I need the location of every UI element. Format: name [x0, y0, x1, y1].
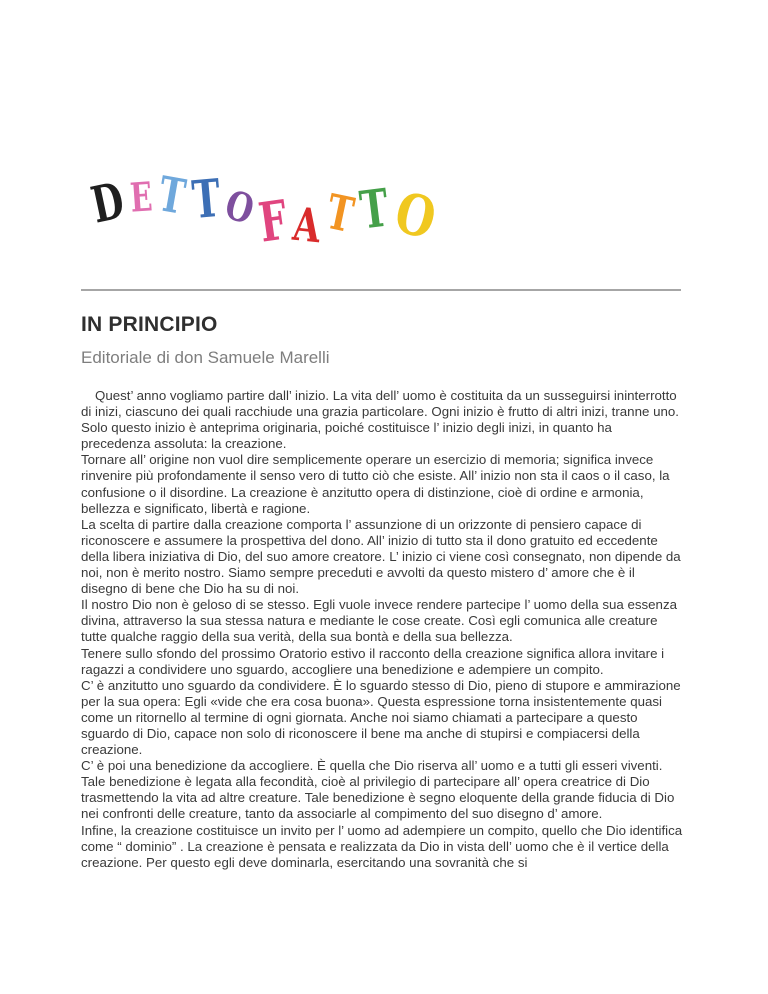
logo-letter: O — [388, 179, 442, 253]
logo-letter: F — [255, 187, 292, 255]
page-title: IN PRINCIPIO — [81, 313, 218, 336]
logo-letter: T — [321, 183, 359, 245]
logo-letter: T — [356, 177, 392, 242]
article-body — [81, 388, 685, 871]
logo-letter: T — [189, 167, 223, 232]
dettofatto-logo — [86, 166, 442, 272]
separator-line — [81, 289, 681, 291]
logo-letter: O — [220, 181, 260, 234]
paragraph: C’ è anzitutto uno sguardo da condividere. È lo sguardo stesso di Dio, pieno di stupore e ammirazione per la sua opera: Egli «vide che era cosa buona». Questa espressione torna insistentemente quasi come un ritornello al termine di ogni giornata. Anche noi siamo chiamati a partecipare a questo sguardo di Dio, capace non solo di riconoscere il bene ma anche di stupirsi e compiacersi della creazione. — [81, 677, 681, 758]
logo-letter: T — [154, 166, 190, 226]
paragraph: Infine, la creazione costituisce un invito per l’ uomo ad adempiere un compito, quello che Dio identifica come “ dominio” . La creazione è pensata e realizzata da Dio in vista dell’ uomo che è il vertice della creazione. Per questo egli deve dominarla, esercitando una sovranità che si — [81, 822, 683, 870]
paragraph: Il nostro Dio non è geloso di se stesso. Egli vuole invece rendere partecipe l’ uomo della sua essenza divina, attraverso la sua stessa natura e mediante le cose create. Così egli comunica alle creature tutte qualche raggio della sua verità, della sua bontà e della sua bellezza. — [81, 597, 677, 645]
logo-letter: D — [86, 170, 129, 235]
paragraph: La scelta di partire dalla creazione comporta l’ assunzione di un orizzonte di pensiero capace di riconoscere e assumere la prospettiva del dono. All’ inizio di tutto sta il dono gratuito ed eccedente della libera iniziativa di Dio, del suo amore creatore. L’ inizio ci viene così consegnato, non dipende da noi, non è merito nostro. Siamo sempre preceduti e avvolti da questo mistero d’ amore che è il disegno di bene che Dio ha su di noi. — [81, 516, 681, 597]
page-subtitle: Editoriale di don Samuele Marelli — [81, 348, 330, 367]
logo-letter: E — [128, 173, 155, 222]
logo-letter: A — [291, 196, 324, 254]
paragraph: Tenere sullo sfondo del prossimo Oratorio estivo il racconto della creazione significa allora invitare i ragazzi a condividere uno sguardo, accogliere una benedizione e adempiere un compito. — [81, 645, 665, 677]
paragraph: C’ è poi una benedizione da accogliere. È quella che Dio riserva all’ uomo e a tutti gli esseri viventi. Tale benedizione è legata alla fecondità, cioè al privilegio di partecipare all’ opera creatrice di Dio trasmettendo la vita ad altre creature. Tale benedizione è segno eloquente della grande fiducia di Dio nei confronti delle creature, tanto da associarle al compimento del suo disegno d’ amore. — [81, 758, 675, 822]
paragraph: Tornare all’ origine non vuol dire semplicemente operare un esercizio di memoria; significa invece rinvenire più profondamente il senso vero di tutto ciò che esiste. All’ inizio non sta il caos o il caso, la confusione o il disordine. La creazione è anzitutto opera di distinzione, cioè di ordine e armonia, bellezza e significato, libertà e ragione. — [81, 452, 670, 516]
paragraph: Quest’ anno vogliamo partire dall’ inizio. La vita dell’ uomo è costituita da un susseguirsi ininterrotto di inizi, ciascuno dei quali racchiude una grazia particolare. Ogni inizio è frutto di altri inizi, tranne uno. Solo questo inizio è anteprima originaria, poiché costituisce l’ inizio degli inizi, in quanto ha precedenza assoluta: la creazione. — [81, 388, 679, 452]
